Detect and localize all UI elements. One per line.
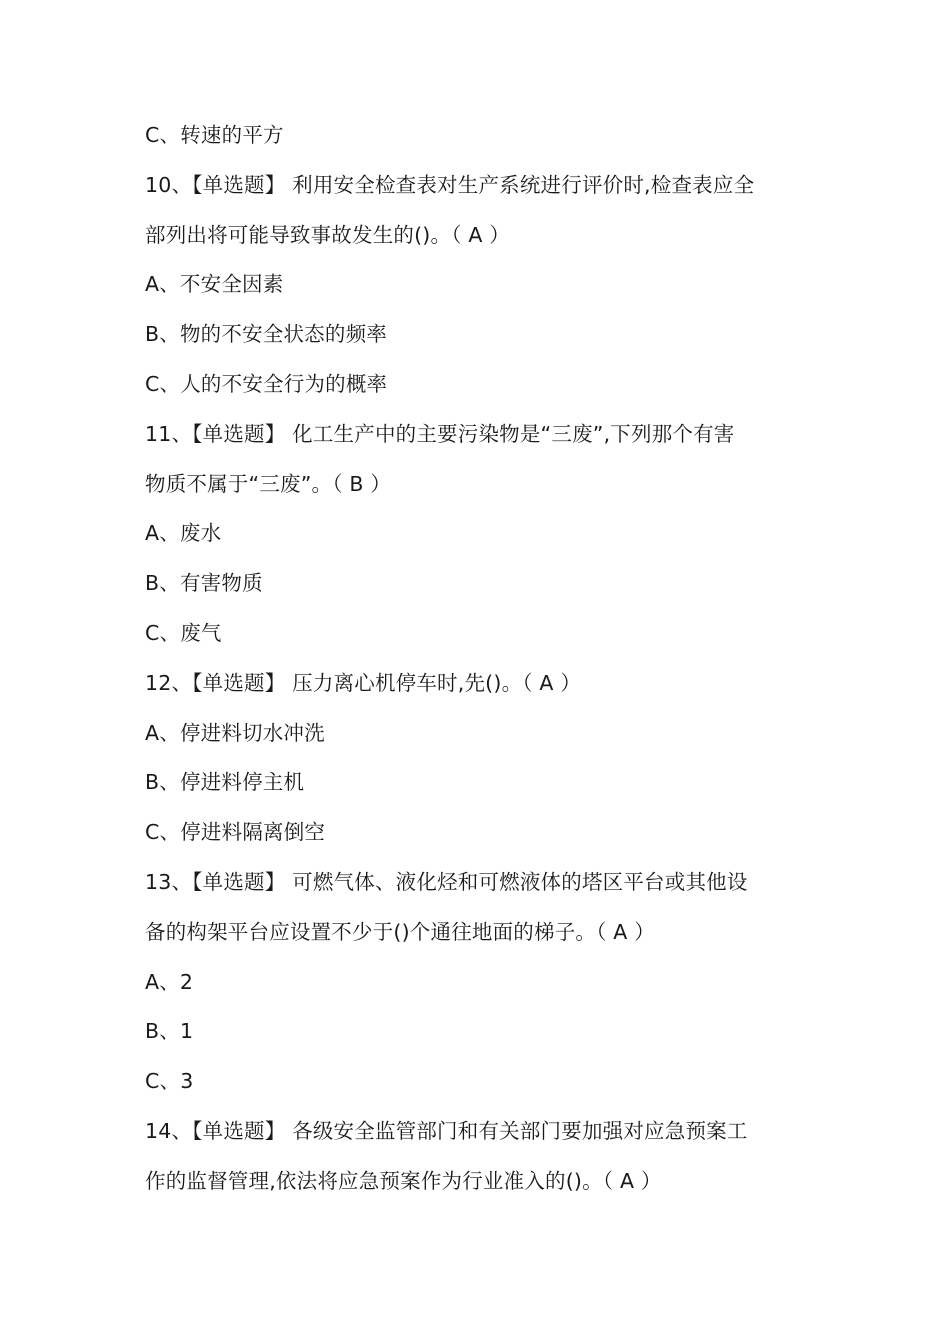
option-b-q10: B、物的不安全状态的频率	[145, 322, 387, 347]
document-page	[145, 111, 815, 1207]
question-11-line-2: 物质不属于“三废”。（ B ）	[145, 471, 392, 496]
option-c-q13: C、3	[145, 1069, 194, 1094]
question-13-line-2: 备的构架平台应设置不少于()个通往地面的梯子。（ A ）	[145, 919, 655, 944]
option-c-q9: C、转速的平方	[145, 123, 284, 147]
option-a-q12: A、停进料切水冲洗	[145, 720, 325, 745]
option-b-q11: B、有害物质	[145, 571, 263, 596]
question-13-line-1: 13、【单选题】 可燃气体、液化烃和可燃液体的塔区平台或其他设	[145, 869, 748, 894]
question-12-line-1: 12、【单选题】 压力离心机停车时,先()。（ A ）	[145, 670, 582, 695]
question-10-line-1: 10、【单选题】 利用安全检查表对生产系统进行评价时,检查表应全	[145, 172, 755, 197]
option-c-q12: C、停进料隔离倒空	[145, 820, 326, 845]
option-b-q13: B、1	[145, 1019, 194, 1044]
question-11-line-1: 11、【单选题】 化工生产中的主要污染物是“三废”,下列那个有害	[145, 421, 735, 446]
question-14-line-1: 14、【单选题】 各级安全监管部门和有关部门要加强对应急预案工	[145, 1118, 748, 1143]
option-a-q10: A、不安全因素	[145, 272, 284, 297]
question-10-line-2: 部列出将可能导致事故发生的()。（ A ）	[145, 222, 511, 247]
option-c-q11: C、废气	[145, 620, 222, 645]
option-a-q13: A、2	[145, 969, 194, 994]
question-14-line-2: 作的监督管理,依法将应急预案作为行业准入的()。（ A ）	[145, 1168, 662, 1193]
option-c-q10: C、人的不安全行为的概率	[145, 371, 388, 396]
option-b-q12: B、停进料停主机	[145, 770, 305, 795]
option-a-q11: A、废水	[145, 521, 222, 546]
